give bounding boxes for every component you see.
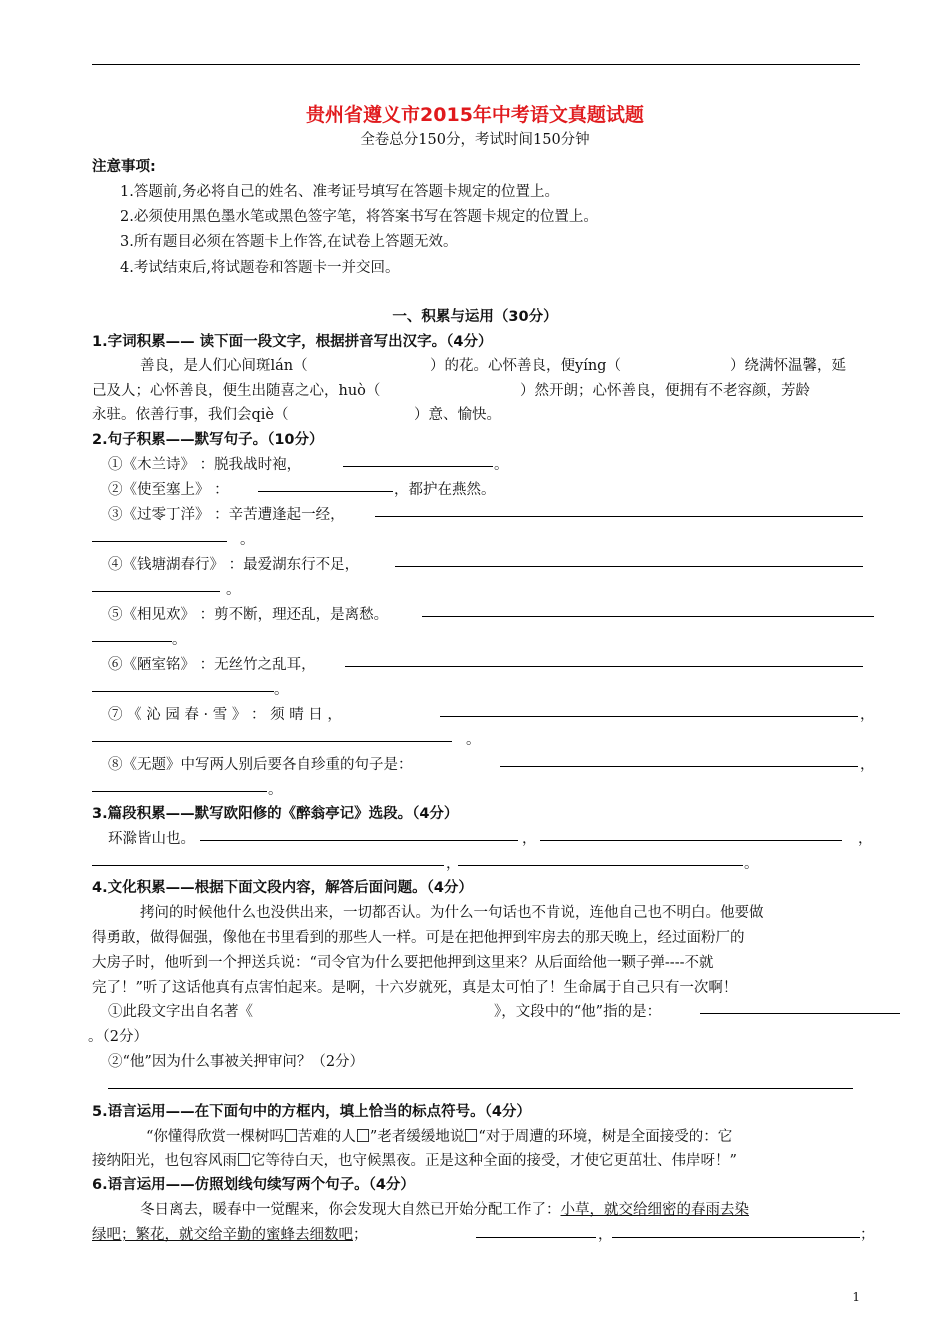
q1-line3b: ）意、愉快。 xyxy=(414,407,501,423)
q1-line2a: 己及人；心怀善良，便生出随喜之心，huò（ xyxy=(92,383,381,399)
q2-s8-text: ⑧《无题》中写两人别后要各自珍重的句子是： xyxy=(108,757,413,773)
q3-end: 。 xyxy=(744,856,759,872)
answer-blank[interactable] xyxy=(458,865,743,866)
q5-text: 它等待白天，也守候黑夜。正是这种全面的接受，才使它更茁壮、伟岸呀！” xyxy=(251,1153,737,1169)
q1-line1a: 善良，是人们心间斑lán（ xyxy=(140,358,308,374)
q4-heading: 4.文化积累——根据下面文段内容，解答后面问题。（4分） xyxy=(92,880,473,896)
q2-s3-end: 。 xyxy=(240,532,255,548)
answer-blank[interactable] xyxy=(345,666,863,667)
q2-s5-end: 。 xyxy=(172,632,187,648)
q4-passage: 拷问的时候他什么也没供出来，一切都否认。为什么一句话也不肯说，连他自己也不明白。他要做 xyxy=(140,905,764,921)
q5-heading: 5.语言运用——在下面句中的方框内，填上恰当的标点符号。（4分） xyxy=(92,1104,531,1120)
q2-s6-end: 。 xyxy=(274,682,289,698)
q4-a1-text2: 》，文段中的“他”指的是： xyxy=(494,1004,662,1020)
q5-text: 苦难的人 xyxy=(297,1129,356,1145)
answer-blank[interactable] xyxy=(92,741,452,742)
header-rule xyxy=(92,64,860,65)
answer-blank[interactable] xyxy=(258,491,393,492)
answer-blank[interactable] xyxy=(200,840,518,841)
answer-blank[interactable] xyxy=(92,641,172,642)
q2-s4-end: 。 xyxy=(226,582,241,598)
q5-line1 xyxy=(146,1125,732,1146)
q2-s8-end: 。 xyxy=(268,782,283,798)
answer-blank[interactable] xyxy=(500,766,858,767)
answer-blank[interactable] xyxy=(700,1013,900,1014)
punctuation-box[interactable] xyxy=(357,1129,369,1142)
q2-s5-text: ⑤《相见欢》 ：剪不断，理还乱，是离愁。 xyxy=(108,607,389,623)
answer-blank[interactable] xyxy=(92,541,227,542)
q6-line1 xyxy=(140,1198,749,1219)
q4-passage: 得勇敢，做得倔强，像他在书里看到的那些人一样。可是在把他押到牢房去的那天晚上，经过面粉厂的 xyxy=(92,930,745,946)
q4-a1-text: ①此段文字出自名著《 xyxy=(108,1004,253,1020)
q6-comma: ， xyxy=(598,1227,613,1243)
q5-text: ”老者缓缓地说 xyxy=(369,1129,465,1145)
q5-line2 xyxy=(92,1149,737,1170)
q2-s4-text: ④《钱塘湖春行》 ：最爱湖东行不足， xyxy=(108,557,360,573)
answer-blank[interactable] xyxy=(395,566,863,567)
punctuation-box[interactable] xyxy=(285,1129,297,1142)
q2-s3-text: ③《过零丁洋》 ：辛苦遭逢起一经， xyxy=(108,507,345,523)
q6-model-sentence: 小草，就交给细密的春雨去染 xyxy=(560,1202,749,1218)
q2-heading: 2.句子积累——默写句子。（10分） xyxy=(92,432,324,448)
q6-end: ； xyxy=(860,1227,875,1243)
q2-s2-text: ②《使至塞上》 ： xyxy=(108,482,229,498)
page-title: 贵州省遵义市2015年中考语文真题试题 xyxy=(306,104,644,126)
q3-comma: ， xyxy=(522,831,537,847)
notice-item: 1.答题前,务必将自己的姓名、准考证号填写在答题卡规定的位置上。 xyxy=(120,184,559,200)
q3-line1: 环滁皆山也。 xyxy=(108,831,195,847)
notice-item: 2.必须使用黑色墨水笔或黑色签字笔，将答案书写在答题卡规定的位置上。 xyxy=(120,209,598,225)
q4-passage: 完了！”听了这话他真有点害怕起来。是啊，十六岁就死，真是太可怕了！生命属于自己只有一次啊！ xyxy=(92,980,738,996)
q6-line2 xyxy=(92,1223,368,1244)
q4-a2-text: ②“他”因为什么事被关押审问？（2分） xyxy=(108,1054,365,1070)
answer-blank[interactable] xyxy=(92,791,267,792)
answer-blank[interactable] xyxy=(476,1237,596,1238)
q1-heading: 1.字词积累—— 读下面一段文字，根据拼音写出汉字。（4分） xyxy=(92,334,493,350)
q1-line1c: ）绕满怀温馨，延 xyxy=(730,358,846,374)
page-number: 1 xyxy=(852,1290,860,1304)
q2-s1-end: 。 xyxy=(494,457,509,473)
q6-text: ； xyxy=(353,1227,368,1243)
q2-s7-comma: ， xyxy=(860,707,875,723)
notice-item: 4.考试结束后,将试题卷和答题卡一并交回。 xyxy=(120,260,400,276)
q1-line2b: ）然开朗；心怀善良，便拥有不老容颜，芳龄 xyxy=(520,383,810,399)
notice-heading: 注意事项: xyxy=(92,159,156,175)
answer-blank[interactable] xyxy=(343,466,493,467)
answer-blank[interactable] xyxy=(422,616,874,617)
punctuation-box[interactable] xyxy=(238,1153,250,1166)
q1-line3a: 永驻。依善行事，我们会qiè（ xyxy=(92,407,289,423)
q2-s8-comma: ， xyxy=(860,757,875,773)
answer-blank[interactable] xyxy=(375,516,863,517)
answer-blank[interactable] xyxy=(440,716,858,717)
q2-s6-text: ⑥《陋室铭》 ：无丝竹之乱耳， xyxy=(108,657,316,673)
q5-text: “你懂得欣赏一棵树吗 xyxy=(146,1129,284,1145)
answer-blank[interactable] xyxy=(92,691,274,692)
q6-heading: 6.语言运用——仿照划线句续写两个句子。（4分） xyxy=(92,1177,415,1193)
answer-blank[interactable] xyxy=(612,1237,860,1238)
punctuation-box[interactable] xyxy=(465,1129,477,1142)
q4-passage: 大房子时，他听到一个押送兵说：“司令官为什么要把他押到这里来？从后面给他一颗子弹----不就 xyxy=(92,955,714,971)
q5-text: “对于周遭的环境，树是全面接受的：它 xyxy=(478,1129,733,1145)
q1-line1b: ）的花。心怀善良，便yíng（ xyxy=(430,358,621,374)
q3-heading: 3.篇段积累——默写欧阳修的《醉翁亭记》选段。（4分） xyxy=(92,806,459,822)
answer-blank[interactable] xyxy=(108,1088,853,1089)
q2-s1-text: ①《木兰诗》 ：脱我战时袍， xyxy=(108,457,302,473)
q3-comma: ， xyxy=(446,856,461,872)
q5-text: 接纳阳光，也包容风雨 xyxy=(92,1153,237,1169)
q6-model-sentence: 绿吧；繁花，就交给辛勤的蜜蜂去细数吧 xyxy=(92,1227,353,1243)
page-subtitle: 全卷总分150分，考试时间150分钟 xyxy=(360,132,590,148)
notice-item: 3.所有题目必须在答题卡上作答,在试卷上答题无效。 xyxy=(120,234,458,250)
q3-comma: ， xyxy=(858,831,873,847)
q4-a1-points: 。（2分） xyxy=(88,1029,148,1045)
answer-blank[interactable] xyxy=(540,840,842,841)
answer-blank[interactable] xyxy=(92,591,220,592)
q2-s2-end: ，都护在燕然。 xyxy=(394,482,496,498)
q2-s7-text: ⑦ 《 沁 园 春 · 雪 》 ： 须 晴 日 ， xyxy=(108,707,342,723)
answer-blank[interactable] xyxy=(92,865,444,866)
q2-s7-end: 。 xyxy=(466,732,481,748)
q6-text: 冬日离去，暖春中一觉醒来，你会发现大自然已开始分配工作了： xyxy=(140,1202,561,1218)
section-heading: 一、积累与运用（30分） xyxy=(392,309,558,325)
